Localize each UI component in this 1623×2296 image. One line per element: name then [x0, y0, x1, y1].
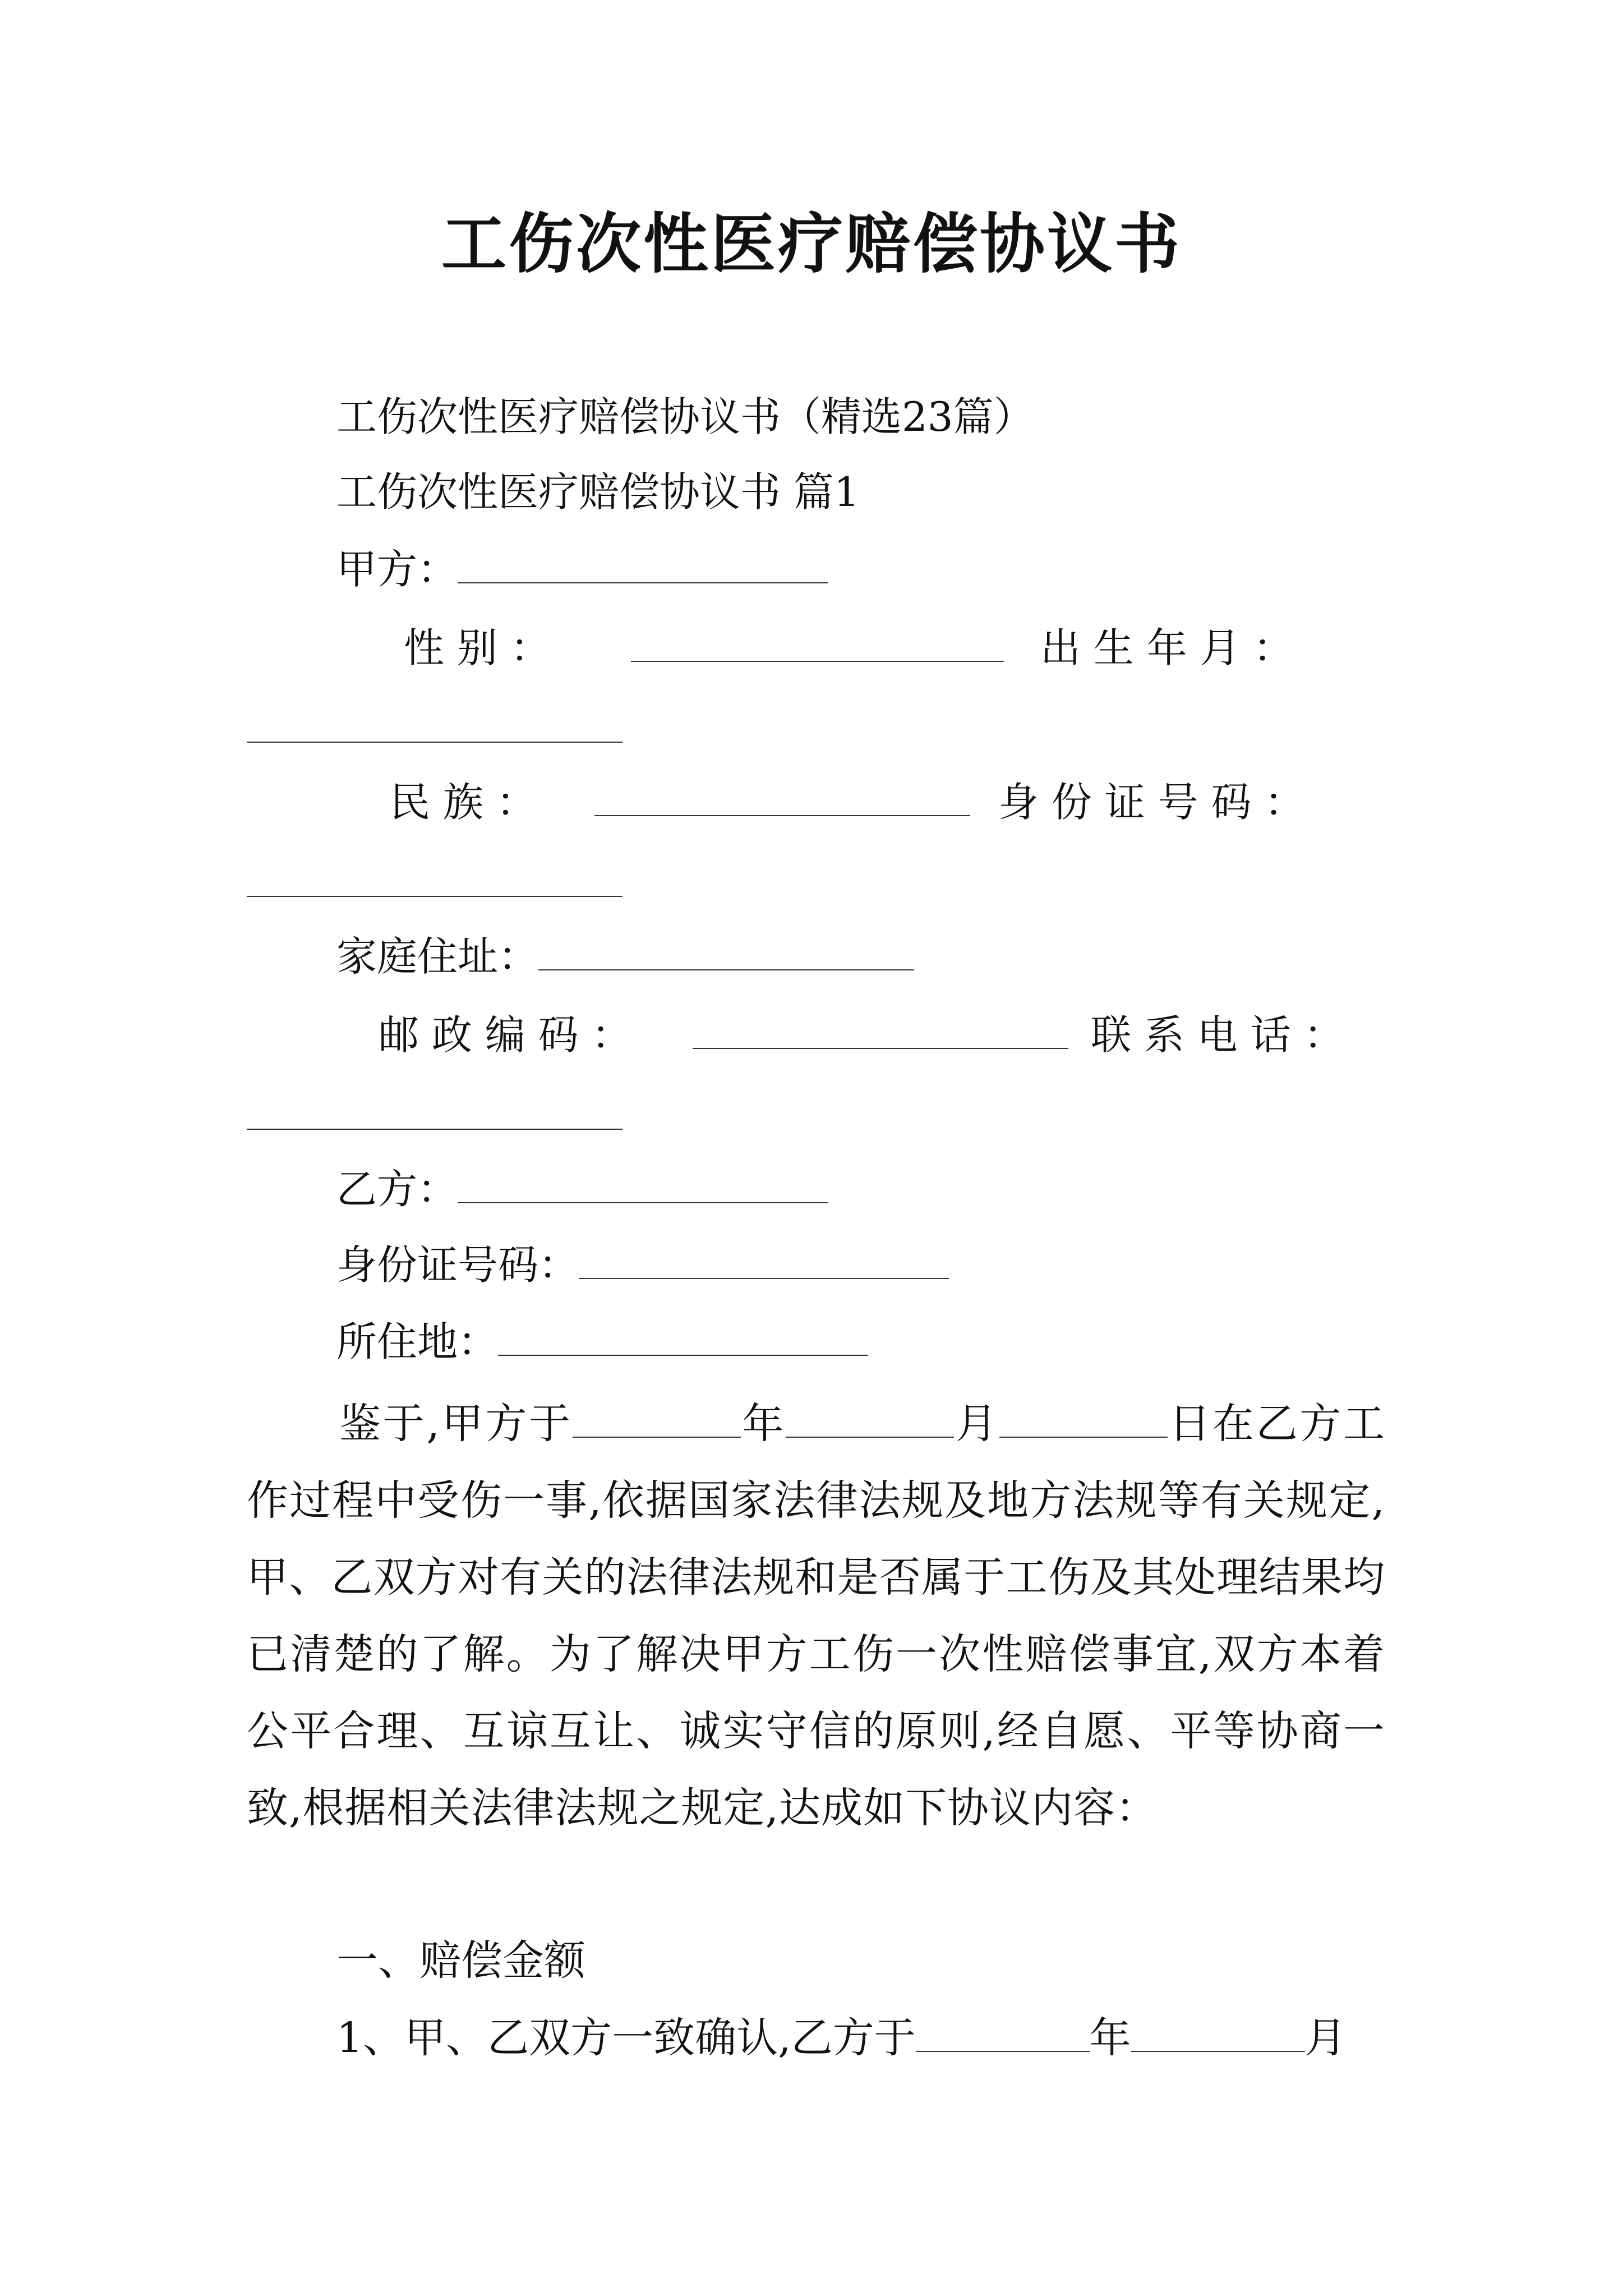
postcode-blank[interactable]: [693, 1014, 1068, 1049]
party-b-line: [336, 1158, 828, 1220]
preamble-paragraph: [247, 1386, 1385, 1847]
document-title: 工伤次性医疗赔偿协议书: [441, 206, 1182, 282]
gender-blank[interactable]: [631, 627, 1004, 662]
party-b-label: 乙方：: [336, 1166, 458, 1213]
party-b-residence-label: 所住地：: [336, 1318, 499, 1365]
clause-1-item-text: 1、甲、乙双方一致确认,乙方于: [336, 2014, 916, 2062]
address-blank[interactable]: [538, 936, 914, 970]
injury-day-blank[interactable]: [999, 1404, 1168, 1438]
preamble-part-2: 日在乙方工作过程中受伤一事,依据国家法律法规及地方法规等有关规定,甲、乙双方对有关的法律法规和是否属于工伤及其处理结果均已清楚的了解。为了解决甲方工伤一次性赔偿事宜,双方本着公平合理、互谅互让、诚实守信的原则,经自愿、平等协商一致,根据相关法律法规之规定,达成如下协议内容：: [247, 1400, 1386, 1832]
address-label: 家庭住址：: [336, 933, 539, 980]
party-a-label: 甲方：: [336, 546, 458, 593]
ethnicity-label: 民 族 ：: [390, 779, 537, 826]
birth-label: 出 生 年 月 ：: [1040, 624, 1294, 671]
party-b-id-label: 身份证号码：: [336, 1241, 579, 1289]
address-line: [336, 926, 914, 987]
id-number-blank[interactable]: [247, 895, 623, 897]
postcode-label: 邮 政 编 码 ：: [379, 1011, 632, 1059]
injury-month-blank[interactable]: [786, 1404, 954, 1438]
clause-1-month: 月: [1304, 2014, 1347, 2062]
party-b-id-line: [336, 1234, 949, 1296]
birth-blank[interactable]: [247, 740, 623, 743]
injury-year-blank[interactable]: [573, 1404, 741, 1438]
subtitle: 工伤次性医疗赔偿协议书（精选23篇）: [336, 393, 1034, 440]
party-a-line: [336, 539, 828, 600]
party-a-blank[interactable]: [458, 549, 828, 583]
party-b-id-blank[interactable]: [579, 1244, 949, 1279]
clause-1-heading: 一、赔偿金额: [336, 1936, 585, 1985]
id-number-label: 身 份 证 号 码 ：: [998, 779, 1305, 826]
clause-1-year: 年: [1089, 2014, 1131, 2062]
preamble-year: 年: [740, 1400, 786, 1448]
party-b-blank[interactable]: [458, 1168, 828, 1203]
party-b-residence-blank[interactable]: [498, 1321, 868, 1356]
clause-1-month-blank[interactable]: [1131, 2018, 1305, 2052]
phone-blank[interactable]: [247, 1128, 623, 1130]
clause-1-year-blank[interactable]: [916, 2018, 1090, 2052]
phone-label: 联 系 电 话 ：: [1091, 1011, 1344, 1059]
ethnicity-blank[interactable]: [594, 781, 970, 816]
gender-label: 性 别 ：: [404, 624, 551, 671]
preamble-month: 月: [954, 1400, 999, 1448]
section-heading: 工伤次性医疗赔偿协议书 篇1: [336, 468, 860, 516]
clause-1-item: [336, 2007, 1347, 2069]
preamble-part-1: 鉴于,甲方于: [339, 1400, 573, 1448]
party-b-residence-line: [336, 1311, 868, 1373]
